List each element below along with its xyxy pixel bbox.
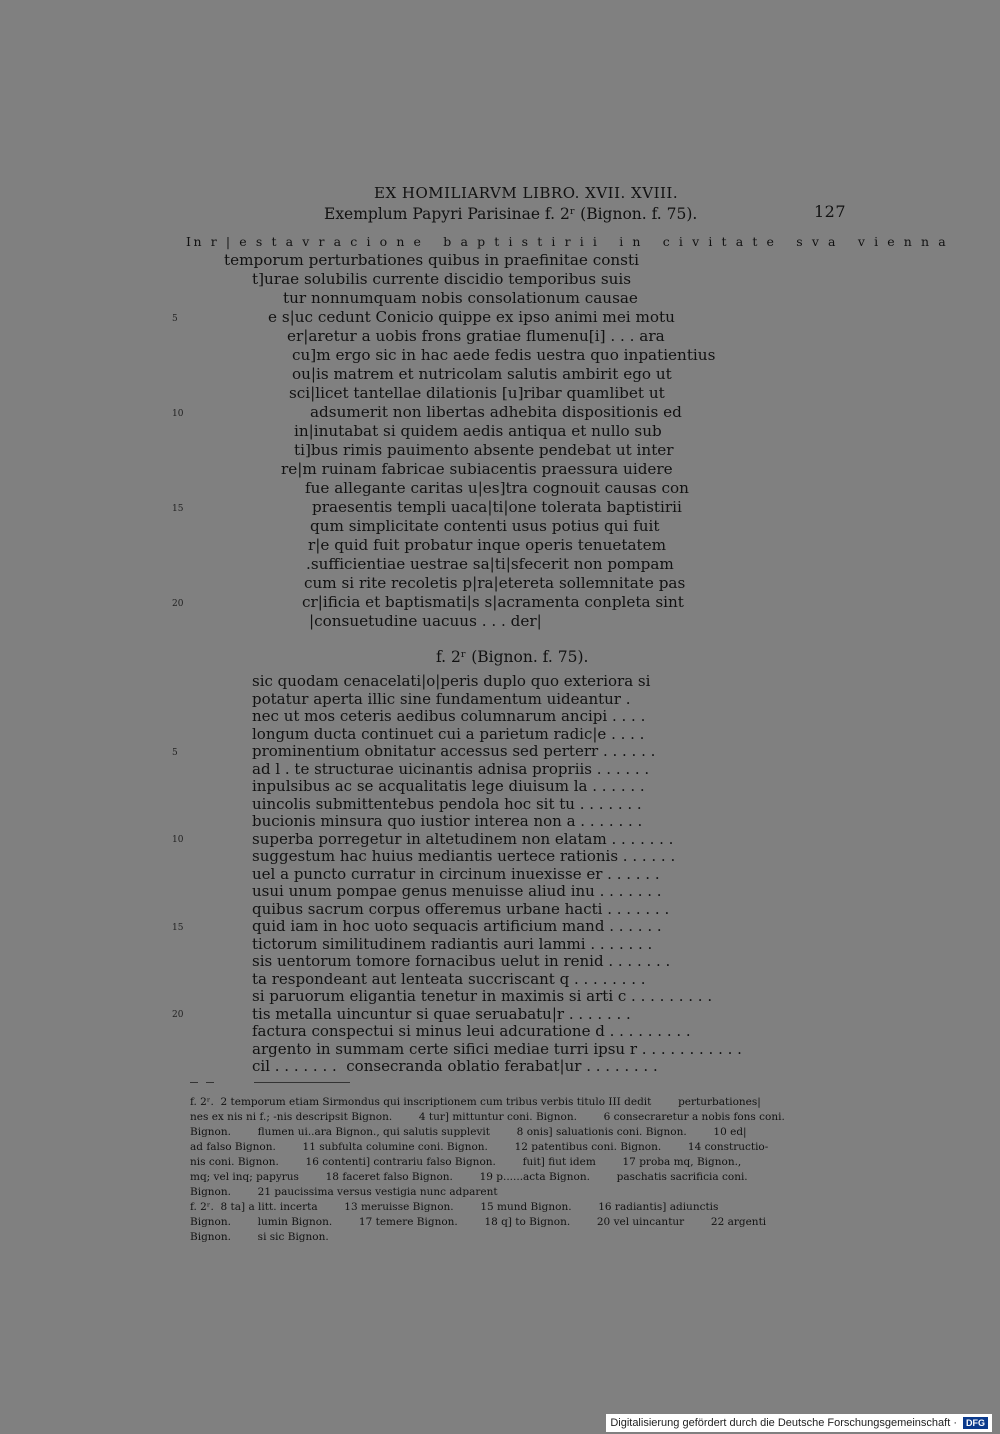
text-line: uincolis submittentebus pendola hoc sit tu . . . . . . . xyxy=(252,794,642,813)
text-line: potatur aperta illic sine fundamentum uideantur . xyxy=(252,689,631,708)
running-title: EX HOMILIARVM LIBRO. XVII. XVIII. xyxy=(374,184,679,202)
footnote-line: nis coni. Bignon. 16 contenti] contrariu falso Bignon. fuit] fiut idem 17 proba mq, Bignon., xyxy=(190,1156,742,1168)
text-line: uel a puncto curratur in circinum inuexisse er . . . . . . xyxy=(252,864,660,883)
text-line: e s|uc cedunt Conicio quippe ex ipso animi mei motu xyxy=(268,308,675,326)
footnote-line: mq; vel inq; papyrus 18 faceret falso Bignon. 19 p......acta Bignon. paschatis sacrificia coni. xyxy=(190,1171,748,1183)
page-number: 127 xyxy=(814,202,847,221)
text-line: |consuetudine uacuus . . . der| xyxy=(309,612,542,630)
section2-heading: f. 2ʳ (Bignon. f. 75). xyxy=(436,648,589,666)
text-line: cil . . . . . . . consecranda oblatio ferabat|ur . . . . . . . . xyxy=(252,1057,658,1075)
text-line: sis uentorum tomore fornacibus uelut in renid . . . . . . . xyxy=(252,952,671,970)
apparatus-criticus xyxy=(190,1095,846,1245)
footnote-rule-dash xyxy=(190,1082,198,1083)
line-number: 15 xyxy=(172,504,184,514)
line-number: 20 xyxy=(172,1010,184,1020)
text-line: .sufficientiae uestrae sa|ti|sfecerit non pompam xyxy=(306,555,674,573)
text-line: tictorum similitudinem radiantis auri lammi . . . . . . . xyxy=(252,934,653,953)
footnote-line: Bignon. si sic Bignon. xyxy=(190,1231,329,1243)
text-line: qum simplicitate contenti usus potius qui fuit xyxy=(310,517,660,535)
footnote-line: Bignon. 21 paucissima versus vestigia nunc adparent xyxy=(190,1186,498,1198)
text-line: quid iam in hoc uoto sequacis artificium mand . . . . . . xyxy=(252,917,662,935)
text-line: r|e quid fuit probatur inque operis tenuetatem xyxy=(308,536,667,554)
footnote-line: Bignon. lumin Bignon. 17 temere Bignon. 18 q] to Bignon. 20 vel uincantur 22 argenti xyxy=(190,1216,767,1228)
line-number: 5 xyxy=(172,748,178,758)
footnote-line: f. 2ʳ. 2 temporum etiam Sirmondus qui inscriptionem cum tribus verbis titulo III dedit perturbationes| xyxy=(190,1096,761,1108)
text-line: prominentium obnitatur accessus sed perterr . . . . . . xyxy=(252,742,656,760)
text-line: quibus sacrum corpus offeremus urbane hacti . . . . . . . xyxy=(252,899,670,918)
line-number: 10 xyxy=(172,835,184,845)
line-number: 20 xyxy=(172,599,184,609)
section1-heading: Exemplum Papyri Parisinae f. 2ʳ (Bignon. f. 75). xyxy=(324,205,698,223)
text-line: tur nonnumquam nobis consolationum causae xyxy=(283,289,638,307)
digitization-footer xyxy=(606,1414,992,1432)
text-line: usui unum pompae genus menuisse aliud inu . . . . . . . xyxy=(252,882,662,900)
text-line: sic quodam cenacelati|o|peris duplo quo exteriora si xyxy=(252,672,651,690)
text-line: fue allegante caritas u|es]tra cognouit causas con xyxy=(305,479,689,497)
inscription-title: In r | e s t a v r a c i o n e b a p t i s t i r i i i n c i v i t a t e s v a v i e n n a xyxy=(186,234,949,249)
text-line: inpulsibus ac se acqualitatis lege diuisum la . . . . . . xyxy=(252,777,645,795)
text-line: cu]m ergo sic in hac aede fedis uestra quo inpatientius xyxy=(292,346,716,364)
footnote-rule xyxy=(254,1082,350,1083)
text-line: nec ut mos ceteris aedibus columnarum ancipi . . . . xyxy=(252,707,646,725)
text-line: factura conspectui si minus leui adcuratione d . . . . . . . . . xyxy=(252,1022,691,1040)
footer-credit: Digitalisierung gefördert durch die Deutsche Forschungsgemeinschaft · xyxy=(610,1417,957,1429)
text-line: t]urae solubilis currente discidio temporibus suis xyxy=(252,270,632,288)
text-line: re|m ruinam fabricae subiacentis praessura uidere xyxy=(281,460,673,478)
line-number: 10 xyxy=(172,409,184,419)
dfg-logo: DFG xyxy=(963,1417,988,1429)
text-line: longum ducta continuet cui a parietum radic|e . . . . xyxy=(252,724,645,743)
line-number: 5 xyxy=(172,314,178,324)
text-line: cum si rite recoletis p|ra|etereta sollemnitate pas xyxy=(304,574,686,592)
text-line: sci|licet tantellae dilationis [u]ribar quamlibet ut xyxy=(289,384,665,402)
text-line: in|inutabat si quidem aedis antiqua et nullo sub xyxy=(294,422,662,440)
text-line: ou|is matrem et nutricolam salutis ambirit ego ut xyxy=(292,365,672,383)
text-line: suggestum hac huius mediantis uertece rationis . . . . . . xyxy=(252,847,676,865)
text-line: ti]bus rimis pauimento absente pendebat ut inter xyxy=(294,441,674,459)
text-line: superba porregetur in altetudinem non elatam . . . . . . . xyxy=(252,829,674,848)
footnote-line: f. 2ʳ. 8 ta] a litt. incerta 13 meruisse Bignon. 15 mund Bignon. 16 radiantis] adiunctis xyxy=(190,1201,719,1213)
text-line: ta respondeant aut lenteata succriscant q . . . . . . . . xyxy=(252,969,646,988)
footnote-rule-dash xyxy=(206,1082,214,1083)
text-line: bucionis minsura quo iustior interea non a . . . . . . . xyxy=(252,812,643,830)
footnote-line: ad falso Bignon. 11 subfulta columine coni. Bignon. 12 patentibus coni. Bignon. 14 constructio- xyxy=(190,1141,769,1153)
text-line: tis metalla uincuntur si quae seruabatu|r . . . . . . . xyxy=(252,1004,631,1023)
text-line: temporum perturbationes quibus in praefinitae consti xyxy=(224,251,639,269)
text-line: cr|ificia et baptismati|s s|acramenta conpleta sint xyxy=(302,593,684,611)
text-line: adsumerit non libertas adhebita dispositionis ed xyxy=(310,403,682,421)
line-number: 15 xyxy=(172,923,184,933)
text-line: argento in summam certe sifici mediae turri ipsu r . . . . . . . . . . . xyxy=(252,1039,742,1058)
footnote-line: Bignon. flumen ui..ara Bignon., qui salutis supplevit 8 onis] saluationis coni. Bignon. 10 ed| xyxy=(190,1126,747,1138)
text-line: si paruorum eligantia tenetur in maximis si arti c . . . . . . . . . xyxy=(252,987,713,1005)
text-line: er|aretur a uobis frons gratiae flumenu[i] . . . ara xyxy=(287,327,665,345)
footnote-line: nes ex nis ni f.; -nis descripsit Bignon. 4 tur] mittuntur coni. Bignon. 6 consecraretur a nobis fons coni. xyxy=(190,1111,785,1123)
text-line: ad l . te structurae uicinantis adnisa propriis . . . . . . xyxy=(252,759,650,778)
text-line: praesentis templi uaca|ti|one tolerata baptistirii xyxy=(312,498,682,516)
